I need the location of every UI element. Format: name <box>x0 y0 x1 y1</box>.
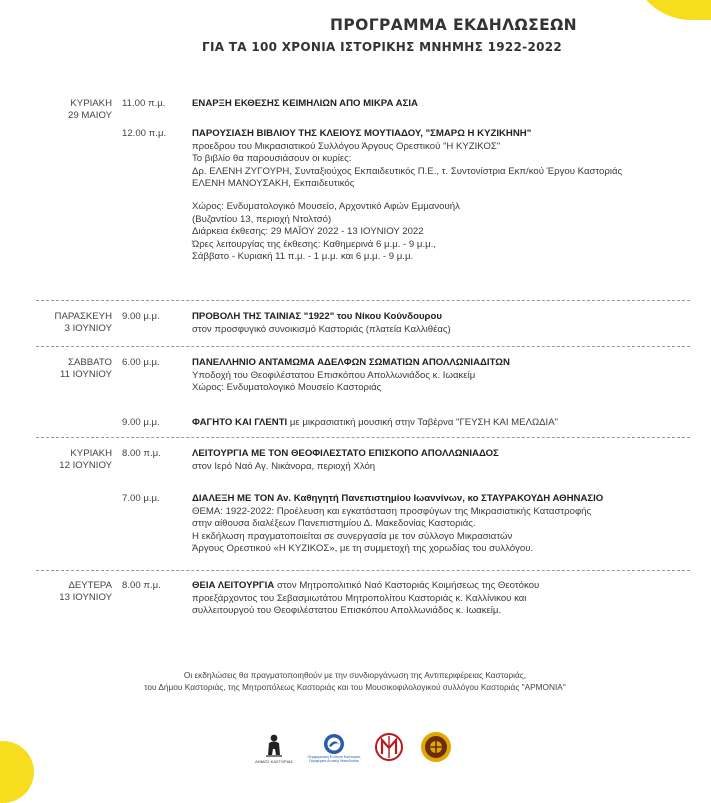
event-detail: προεξάρχοντος του Σεβασμιωτάτου Μητροπολίτου Καστοριάς κ. Καλλίνικου και <box>192 592 527 604</box>
day-name: ΣΑΒΒΑΤΟ <box>68 357 112 368</box>
day-label-2 <box>36 311 112 335</box>
sponsor-logos <box>0 726 711 770</box>
day-date: 13 ΙΟΥΝΙΟΥ <box>59 592 112 603</box>
event-time-1: 11.00 π.μ. <box>122 98 166 109</box>
event-title: ΦΑΓΗΤΟ ΚΑΙ ΓΛΕΝΤΙ <box>192 417 288 428</box>
regional-unit-logo <box>304 728 364 768</box>
event-detail: στον Ιερό Ναό Αγ. Νικάνορα, περιοχή Χλόη <box>192 460 376 472</box>
footer-line: του Δήμου Καστοριάς, της Μητροπόλεως Καστοριάς και του Μουσικοφιλολογικού συλλόγου Καστοριάς "ΑΡΜΟΝΙΑ" <box>144 682 566 693</box>
event-6 <box>192 448 692 473</box>
event-venue: Διάρκεια έκθεσης: 29 ΜΑΪΟΥ 2022 - 13 ΙΟΥΝΙΟΥ 2022 <box>192 226 424 238</box>
association-logo <box>418 728 454 766</box>
event-time-7: 7.00 μ.μ. <box>122 493 160 504</box>
event-title: ΠΑΡΟΥΣΙΑΣΗ ΒΙΒΛΙΟΥ ΤΗΣ ΚΛΕΙΟΥΣ ΜΟΥΤΙΑΔΟΥ, "ΣΜΑΡΩ Η ΚΥΖΙΚΗΝΗ" <box>192 128 532 139</box>
regional-unit-line: Περιφερειακή Ενότητα Καστοριάς <box>307 754 361 759</box>
event-3 <box>192 311 692 336</box>
event-time-5: 9.00 μ.μ. <box>122 417 160 428</box>
event-8 <box>192 580 692 618</box>
event-detail: στην αίθουσα διαλέξεων Πανεπιστημίου Δ. Μακεδονίας Καστοριάς. <box>192 518 476 530</box>
footer-note <box>40 669 670 694</box>
day-date: 29 ΜΑΙΟΥ <box>68 110 112 121</box>
event-title: ΕΝΑΡΞΗ ΕΚΘΕΣΗΣ ΚΕΙΜΗΛΙΩΝ ΑΠΟ ΜΙΚΡΑ ΑΣΙΑ <box>192 98 418 109</box>
spacer <box>192 191 692 201</box>
day-label-1 <box>36 98 112 122</box>
event-title: ΛΕΙΤΟΥΡΓΙΑ ΜΕ ΤΟΝ ΘΕΟΦΙΛΕΣΤΑΤΟ ΕΠΙΣΚΟΠΟ ΑΠΟΛΛΩΝΙΑΔΟΣ <box>192 448 499 459</box>
event-detail: στον προσφυγικό συνοικισμό Καστοριάς (πλατεία Καλλιθέας) <box>192 323 451 335</box>
event-detail: προεδρου του Μικρασιατικού Συλλόγου Άργους Ορεστικού "Η ΚΥΖΙΚΟΣ" <box>192 140 501 152</box>
event-detail: ΕΛΕΝΗ ΜΑΝΟΥΣΑΚΗ, Εκπαιδευτικός <box>192 178 355 190</box>
event-2 <box>192 128 692 264</box>
event-venue: Χώρος: Ενδυματολογικό Μουσείο, Αρχοντικό Αφών Εμμανουήλ <box>192 200 460 212</box>
event-venue: Ώρες λειτουργίας της έκθεσης: Καθημερινά 6 μ.μ. - 9 μ.μ., <box>192 238 436 250</box>
municipality-logo-text: ΔΗΜΟΣ ΚΑΣΤΟΡΙΑΣ <box>255 758 293 764</box>
event-4 <box>192 357 692 395</box>
page-title: ΠΡΟΓΡΑΜΜΑ ΕΚΔΗΛΩΣΕΩΝ <box>330 16 578 34</box>
metropolis-logo <box>372 728 406 766</box>
event-detail: συλλειτουργού του Θεοφιλέστατου Επισκόπου Απολλωνιάδος κ. Ιωακείμ. <box>192 605 502 617</box>
event-time-4: 6.00 μ.μ. <box>122 357 160 368</box>
event-time-6: 8.00 π.μ. <box>122 448 161 459</box>
event-venue: Σάββατο - Κυριακή 11 π.μ. - 1 μ.μ. και 6 μ.μ. - 9 μ.μ. <box>192 251 414 263</box>
regional-unit-logo-text <box>308 755 361 764</box>
event-title: ΘΕΙΑ ΛΕΙΤΟΥΡΓΙΑ <box>192 580 275 591</box>
event-venue: (Βυζαντίου 13, περιοχή Ντολτσό) <box>192 213 332 225</box>
day-label-3 <box>36 357 112 381</box>
day-date: 11 ΙΟΥΝΙΟΥ <box>60 369 112 380</box>
event-detail: Το βιβλίο θα παρουσιάσουν οι κυρίες: <box>192 153 352 165</box>
divider <box>36 570 690 571</box>
footer-line: Οι εκδηλώσεις θα πραγματοποιηθούν με την συνδιοργάνωση της Αντιπεριφέρειας Καστοριάς, <box>183 670 527 680</box>
event-detail: στον Μητροπολιτικό Ναό Καστοριάς Κοιμήσεως της Θεοτόκου <box>274 580 540 591</box>
day-label-4 <box>36 448 112 472</box>
corner-decoration-top-right <box>631 0 711 20</box>
event-detail: ΘΕΜΑ: 1922-2022: Προέλευση και εγκατάσταση προσφύγων της Μικρασιατικής Καταστροφής <box>192 505 592 517</box>
event-time-3: 9.00 μ.μ. <box>122 311 160 322</box>
day-name: ΚΥΡΙΑΚΗ <box>70 448 112 459</box>
day-name: ΔΕΥΤΕΡΑ <box>68 580 112 591</box>
day-date: 3 ΙΟΥΝΙΟΥ <box>64 323 112 334</box>
event-title: ΠΡΟΒΟΛΗ ΤΗΣ ΤΑΙΝΙΑΣ "1922" του Νίκου Κούνδουρου <box>192 311 442 322</box>
event-time-2: 12.00 π.μ. <box>122 128 167 139</box>
association-emblem-icon <box>420 731 452 763</box>
event-1 <box>192 98 692 111</box>
event-5 <box>192 417 692 430</box>
event-detail: Δρ. ΕΛΕΝΗ ΖΥΓΟΥΡΗ, Συνταξιούχος Εκπαιδευτικός Π.Ε., τ. Συντονίστρια Εκπ/κού Έργου Καστοριάς <box>192 165 623 177</box>
municipality-logo <box>254 728 294 768</box>
event-title: ΠΑΝΕΛΛΗΝΙΟ ΑΝΤΑΜΩΜΑ ΑΔΕΛΦΩΝ ΣΩΜΑΤΙΩΝ ΑΠΟΛΛΩΝΙΑΔΙΤΩΝ <box>192 357 510 368</box>
divider <box>36 346 690 347</box>
region-emblem-icon <box>323 733 345 755</box>
day-name: ΚΥΡΙΑΚΗ <box>70 98 112 109</box>
event-7 <box>192 493 692 556</box>
event-time-8: 8.00 π.μ. <box>122 580 161 591</box>
metropolis-emblem-icon <box>374 730 404 764</box>
event-title: ΔΙΑΛΕΞΗ ΜΕ ΤΟΝ Αν. Καθηγητή Πανεπιστημίου Ιωαννίνων, κο ΣΤΑΥΡΑΚΟΥΔΗ ΑΘΗΝΑΣΙΟ <box>192 493 604 504</box>
event-detail: Η εκδήλωση πραγματοποιείται σε συνεργασία με τον σύλλογο Μικρασιατών <box>192 530 513 542</box>
figure-emblem-icon <box>263 733 285 759</box>
day-date: 12 ΙΟΥΝΙΟΥ <box>59 460 112 471</box>
day-name: ΠΑΡΑΣΚΕΥΗ <box>54 311 112 322</box>
divider <box>36 300 690 301</box>
event-detail: Χώρος: Ενδυματολογικό Μουσείο Καστοριάς <box>192 382 382 394</box>
divider <box>36 437 690 438</box>
day-label-5 <box>36 580 112 604</box>
regional-unit-line: Περιφέρεια Δυτικής Μακεδονίας <box>308 759 360 763</box>
event-detail: Άργους Ορεστικού «Η ΚΥΖΙΚΟΣ», με τη συμμετοχή της χορωδίας του συλλόγου. <box>192 543 534 555</box>
event-detail: Υποδοχή του Θεοφιλέστατου Επισκόπου Απολλωνιάδος κ. Ιωακείμ <box>192 369 476 381</box>
event-detail: με μικρασιατική μουσική στην Ταβέρνα "ΓΕΥΣΗ ΚΑΙ ΜΕΛΩΔΙΑ" <box>287 417 559 428</box>
page-subtitle: ΓΙΑ ΤΑ 100 ΧΡΟΝΙΑ ΙΣΤΟΡΙΚΗΣ ΜΝΗΜΗΣ 1922-2022 <box>202 40 563 54</box>
